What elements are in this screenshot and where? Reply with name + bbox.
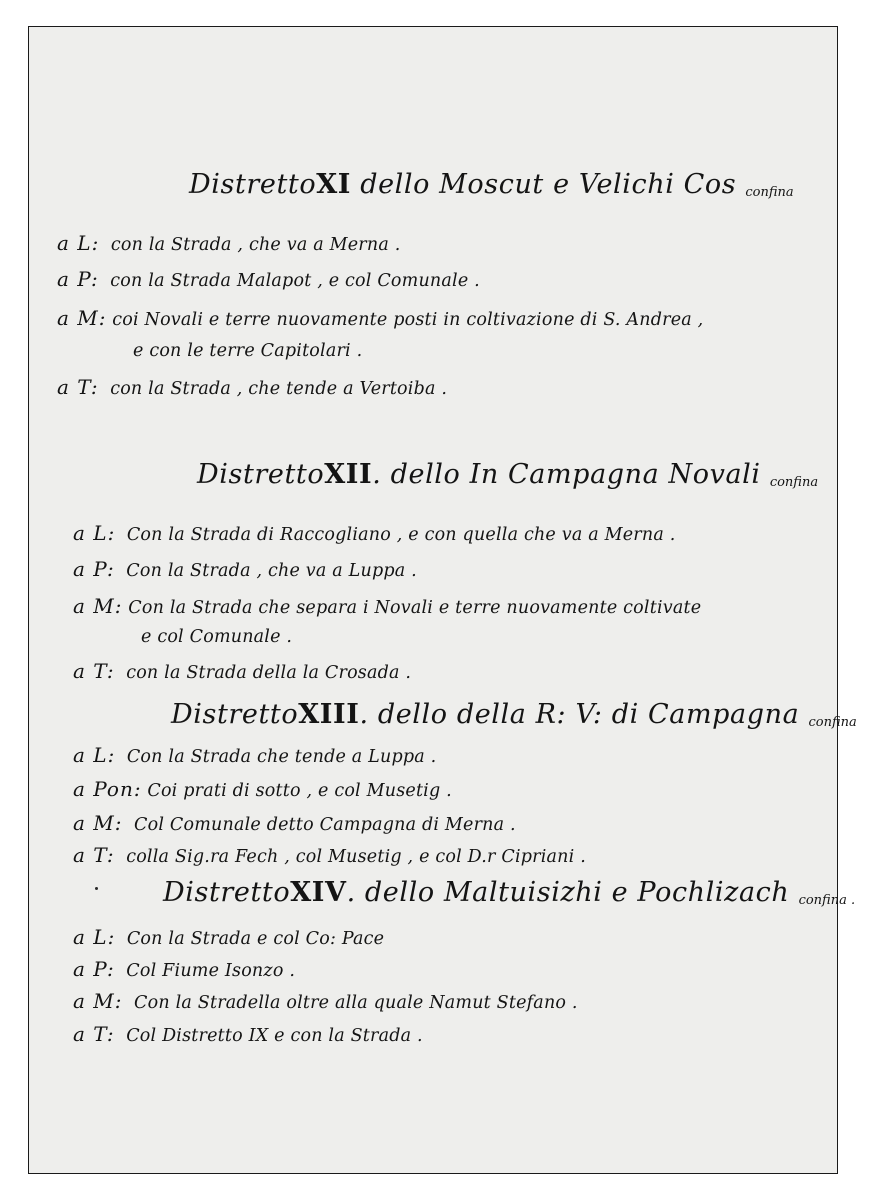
boundary-line (73, 843, 586, 867)
title-rest: . dello In Campagna Novali (372, 459, 761, 490)
line-text: Col Distretto IX e con la Strada . (126, 1026, 423, 1046)
line-text: Coi prati di sotto , e col Musetig . (147, 781, 452, 801)
line-text: Con la Strada che separa i Novali e terre nuovamente coltivate (128, 598, 702, 618)
boundary-line (73, 925, 384, 949)
line-prefix: a M: (73, 811, 123, 835)
boundary-line (73, 521, 676, 545)
boundary-line (73, 659, 411, 683)
boundary-line (73, 594, 701, 618)
boundary-line (73, 811, 516, 835)
title-prefix: Distretto (163, 877, 291, 908)
line-prefix: a P: (57, 267, 99, 291)
boundary-line (73, 743, 436, 767)
title-suffix: confina . (798, 893, 856, 908)
line-prefix: a L: (73, 743, 116, 767)
boundary-line (57, 375, 447, 399)
line-text: Con la Stradella oltre alla quale Namut Stefano . (134, 993, 578, 1013)
line-text: Con la Strada di Raccogliano , e con quella che va a Merna . (126, 525, 676, 545)
line-prefix: a T: (57, 375, 99, 399)
boundary-line (57, 267, 480, 291)
title-roman: XIV (290, 877, 347, 908)
line-text: con la Strada Malapot , e col Comunale . (110, 271, 480, 291)
boundary-line (73, 1022, 423, 1046)
title-suffix: confina (808, 715, 857, 730)
line-prefix: a L: (73, 925, 116, 949)
line-text: coi Novali e terre nuovamente posti in coltivazione di S. Andrea , (112, 310, 704, 330)
line-prefix: a T: (73, 659, 115, 683)
line-prefix: a M: (57, 306, 107, 330)
line-prefix: a T: (73, 843, 115, 867)
section-title (163, 877, 855, 908)
boundary-line (73, 989, 578, 1013)
boundary-line (57, 306, 703, 330)
line-prefix: a P: (73, 957, 115, 981)
section-title (197, 459, 818, 490)
title-prefix: Distretto (171, 699, 299, 730)
line-prefix: a L: (73, 521, 116, 545)
line-prefix: a P: (73, 557, 115, 581)
line-text: Con la Strada che tende a Luppa . (126, 747, 437, 767)
line-text: colla Sig.ra Fech , col Musetig , e col D.r Cipriani . (126, 847, 586, 867)
line-prefix: a M: (73, 989, 123, 1013)
title-roman: XIII (298, 699, 360, 730)
boundary-line-continuation (133, 341, 362, 361)
line-text: Col Fiume Isonzo . (126, 961, 296, 981)
line-text: e con le terre Capitolari . (133, 341, 363, 361)
title-roman: XI (316, 169, 352, 200)
ink-dot (95, 887, 98, 890)
title-roman: XII (324, 459, 373, 490)
title-rest: . dello Maltuisizhi e Pochlizach (346, 877, 790, 908)
line-text: con la Strada della la Crosada . (126, 663, 412, 683)
title-rest: dello Moscut e Velichi Cos (351, 169, 737, 200)
title-prefix: Distretto (189, 169, 317, 200)
line-text: e col Comunale . (141, 627, 293, 647)
boundary-line (73, 557, 417, 581)
boundary-line-continuation (141, 627, 292, 647)
title-suffix: confina (745, 185, 794, 200)
line-text: Con la Strada , che va a Luppa . (126, 561, 417, 581)
line-text: Col Comunale detto Campagna di Merna . (134, 815, 516, 835)
line-text: Con la Strada e col Co: Pace (126, 929, 385, 949)
section-title (189, 169, 794, 200)
title-prefix: Distretto (197, 459, 325, 490)
title-suffix: confina (769, 475, 819, 490)
boundary-line (73, 777, 452, 801)
manuscript-page (28, 26, 857, 1174)
title-rest: . dello della R: V: di Campagna (359, 699, 800, 730)
line-prefix: a Pon: (73, 777, 142, 801)
line-prefix: a L: (57, 231, 100, 255)
boundary-line (57, 231, 401, 255)
line-text: con la Strada , che tende a Vertoiba . (110, 379, 448, 399)
line-prefix: a M: (73, 594, 123, 618)
line-prefix: a T: (73, 1022, 115, 1046)
section-title (171, 699, 857, 730)
line-text: con la Strada , che va a Merna . (110, 235, 401, 255)
boundary-line (73, 957, 295, 981)
